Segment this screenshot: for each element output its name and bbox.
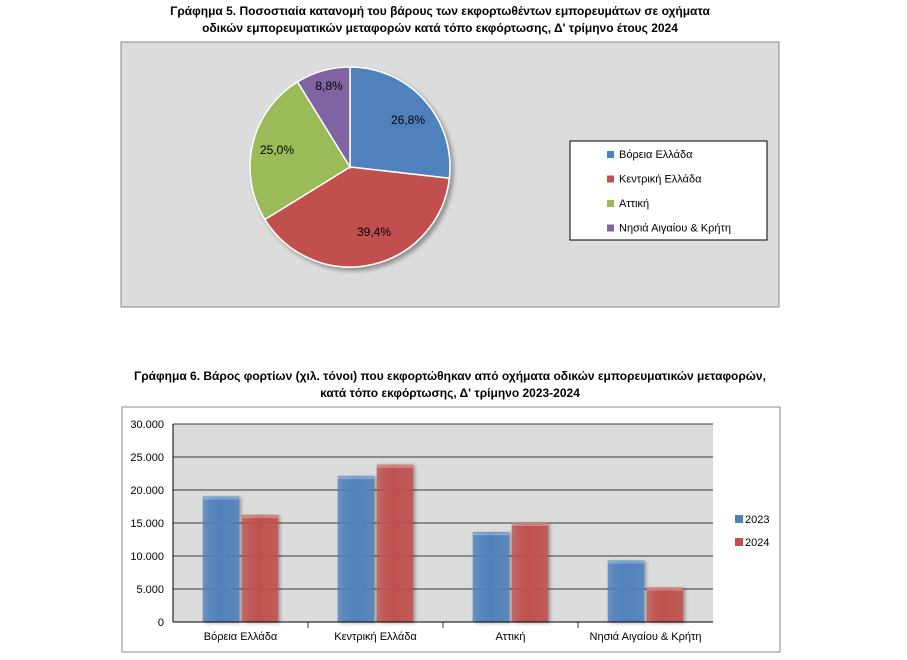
bar-νησιά-αιγαίου-κρήτη-2024 — [647, 588, 683, 622]
bar-top-highlight — [203, 497, 239, 500]
pie-data-label: 26,8% — [390, 113, 426, 127]
chart6-title-line2: κατά τόπο εκφόρτωσης, Δ' τρίμηνο 2023-2024 — [320, 386, 580, 400]
y-tick-label: 20.000 — [130, 485, 164, 497]
bar-top-highlight — [608, 561, 644, 564]
bar-κεντρική-ελλάδα-2023 — [338, 476, 374, 622]
bar-legend-swatch — [735, 515, 743, 523]
bar-top-highlight — [647, 588, 683, 591]
pie-data-label: 25,0% — [259, 143, 295, 157]
chart5-title-line2: οδικών εμπορευματικών μεταφορών κατά τόπο εκφόρτωσης, Δ' τρίμηνο έτους 2024 — [202, 21, 678, 35]
pie-legend-label: Κεντρική Ελλάδα — [619, 173, 702, 186]
x-tick-label: Βόρεια Ελλάδα — [203, 631, 278, 643]
x-tick-label: Νησιά Αιγαίου & Κρήτη — [589, 631, 702, 643]
pie-legend-label: Βόρεια Ελλάδα — [619, 149, 693, 161]
bar-top-highlight — [473, 532, 509, 535]
bar-αττική-2024 — [512, 523, 548, 622]
y-tick-label: 0 — [157, 617, 164, 629]
y-tick-label: 10.000 — [130, 551, 164, 563]
bar-top-highlight — [338, 476, 374, 479]
x-tick-label: Αττική — [495, 631, 526, 643]
pie-data-label: 8,8% — [315, 79, 343, 93]
y-tick-label: 30.000 — [130, 419, 164, 431]
pie-legend-label: Νησιά Αιγαίου & Κρήτη — [619, 222, 731, 235]
bar-legend-swatch — [735, 538, 743, 546]
y-tick-label: 5.000 — [136, 584, 164, 596]
bar-κεντρική-ελλάδα-2024 — [377, 465, 413, 622]
bar-legend-label: 2024 — [745, 537, 770, 549]
bar-αττική-2023 — [473, 532, 509, 622]
chart5-title-line1: Γράφημα 5. Ποσοστιαία κατανομή του βάρους των εκφορτωθέντων εμπορευμάτων σε οχήματα — [170, 4, 710, 18]
x-tick-label: Κεντρική Ελλάδα — [334, 631, 417, 643]
pie-legend-label: Αττική — [619, 198, 650, 210]
bar-top-highlight — [242, 515, 278, 518]
bar-βόρεια-ελλάδα-2024 — [242, 515, 278, 622]
chart6-title-line1: Γράφημα 6. Βάρος φορτίων (χιλ. τόνοι) που εκφορτώθηκαν από οχήματα οδικών εμπορευματικών μεταφορών, — [134, 369, 766, 383]
bar-βόρεια-ελλάδα-2023 — [203, 497, 239, 622]
pie-data-label: 39,4% — [356, 225, 392, 239]
bar-top-highlight — [512, 523, 548, 526]
y-tick-label: 25.000 — [130, 452, 164, 464]
bar-νησιά-αιγαίου-κρήτη-2023 — [608, 561, 644, 622]
bar-legend-label: 2023 — [745, 514, 770, 526]
y-tick-label: 15.000 — [130, 518, 164, 530]
bar-top-highlight — [377, 465, 413, 468]
